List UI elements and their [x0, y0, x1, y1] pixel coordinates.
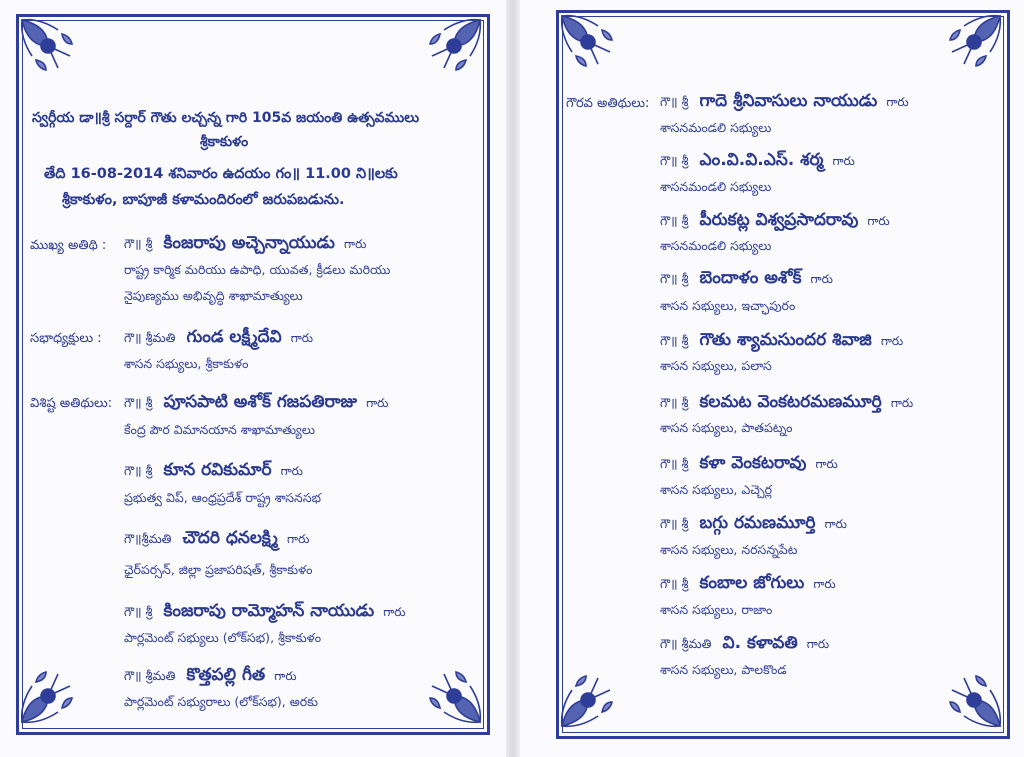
- guest-entry: [124, 327, 313, 351]
- guest-description: నైపుణ్యము అభివృద్ధి శాఖామాత్యులు: [124, 288, 303, 303]
- guest-suffix: గారు: [806, 637, 830, 651]
- honorific: గౌ॥ శ్రీ: [124, 236, 153, 251]
- floral-corner-icon: [942, 668, 1004, 730]
- guest-name: పూసపాటి అశోక్ గజపతిరాజు: [163, 392, 357, 412]
- guest-name: చౌదరి ధనలక్ష్మి: [182, 528, 278, 548]
- guest-description: ఛైర్‌పర్సన్, జిల్లా ప్రజాపరిషత్, శ్రీకాకుళం: [124, 562, 313, 577]
- guest-suffix: గారు: [344, 237, 367, 251]
- floral-corner-icon: [422, 16, 484, 78]
- guest-name: వి. కళావతి: [722, 633, 798, 653]
- event-city: శ్రీకాకుళం: [200, 134, 249, 150]
- guest-name: కలమట వెంకటరమణమూర్తి: [699, 392, 882, 412]
- honorific: గౌ॥ శ్రీ: [660, 516, 689, 531]
- honorific: గౌ॥ శ్రీమతి: [660, 636, 712, 651]
- honorific: గౌ॥ శ్రీ: [124, 463, 153, 478]
- guest-suffix: గారు: [815, 457, 838, 471]
- guest-suffix: గారు: [890, 396, 914, 410]
- guest-description: రాష్ట్ర కార్మిక మరియు ఉపాధి, యువత, క్రీడలు మరియు: [124, 262, 391, 277]
- guest-description: శాసన సభ్యులు, పలాస: [660, 358, 772, 373]
- honorific: గౌ॥ శ్రీ: [660, 576, 689, 591]
- guest-name: కింజరాపు రామ్మోహన్ నాయుడు: [163, 601, 375, 621]
- guest-entry: [660, 91, 909, 115]
- floral-corner-icon: [18, 16, 80, 78]
- guest-description: శాసన సభ్యులు, ఎచ్చెర్ల: [660, 482, 773, 497]
- guest-entry: [124, 460, 303, 484]
- honorific: గౌ॥ శ్రీ: [660, 395, 689, 410]
- guest-description: పార్లమెంట్ సభ్యురాలు (లోక్‌సభ), అరకు: [124, 694, 318, 709]
- guest-entry: [660, 633, 829, 657]
- honorific: గౌ॥ శ్రీ: [660, 153, 689, 168]
- honorific: గౌ॥శ్రీమతి: [124, 531, 172, 546]
- honorific: గౌ॥ శ్రీ: [660, 456, 689, 471]
- floral-corner-icon: [422, 664, 484, 726]
- guest-entry: [124, 392, 388, 416]
- guest-suffix: గారు: [832, 154, 855, 168]
- guest-description: శాసనమండలి సభ్యులు: [660, 238, 772, 253]
- guest-description: శాసన సభ్యులు, నరసన్నపేట: [660, 542, 798, 557]
- guest-entry: [124, 601, 406, 625]
- event-venue: శ్రీకాకుళం, బాపూజీ కళామందిరంలో జరుపబడును.: [62, 192, 345, 208]
- guest-entry: [124, 233, 366, 257]
- guest-entry: [660, 573, 836, 597]
- guest-name: గాదె శ్రీనివాసులు నాయుడు: [699, 91, 878, 111]
- president-label: సభాధ్యక్షులు :: [30, 331, 102, 346]
- guest-name: గౌతు శ్యామసుందర శివాజి: [699, 330, 872, 350]
- guest-suffix: గారు: [824, 517, 847, 531]
- floral-corner-icon: [942, 12, 1004, 74]
- guest-suffix: గారు: [280, 464, 303, 478]
- special-guests-label: విశిష్ట అతిథులు:: [30, 396, 113, 411]
- honorific: గౌ॥ శ్రీ: [660, 333, 689, 348]
- guest-name: బగ్గు రమణమూర్తి: [699, 513, 816, 533]
- guest-name: ఎం.వి.వి.ఎస్. శర్మ: [699, 150, 824, 170]
- right-border-inner: [562, 16, 1004, 733]
- guest-description: కేంద్ర పౌర విమానయాన శాఖామాత్యులు: [124, 422, 315, 437]
- guest-entry: [660, 210, 890, 234]
- guest-entry: [660, 453, 838, 477]
- guest-description: ప్రభుత్వ విప్, ఆంధ్రప్రదేశ్ రాష్ట్ర శాసనసభ: [124, 490, 321, 505]
- guest-entry: [660, 268, 833, 292]
- honorific: గౌ॥ శ్రీ: [660, 213, 689, 228]
- event-date-time: తేది 16-08-2014 శనివారం ఉదయం గం॥ 11.00 ని॥లకు: [44, 166, 398, 182]
- guest-name: బెందాళం అశోక్: [699, 268, 802, 288]
- guest-description: పార్లమెంట్ సభ్యులు (లోక్‌సభ), శ్రీకాకుళం: [124, 630, 322, 645]
- guest-suffix: గారు: [886, 95, 909, 109]
- guest-suffix: గారు: [290, 331, 314, 345]
- guest-entry: [660, 150, 855, 174]
- guest-description: శాసన సభ్యులు, పాతపట్నం: [660, 420, 793, 435]
- guest-entry: [660, 513, 847, 537]
- guest-name: పీరుకట్ల విశ్వప్రసాదరావు: [699, 210, 859, 230]
- guest-name: కూన రవికుమార్: [163, 460, 272, 480]
- guest-name: కొత్తపల్లి గీత: [186, 665, 266, 685]
- guest-suffix: గారు: [366, 396, 389, 410]
- guest-entry: [124, 665, 297, 689]
- guest-suffix: గారు: [880, 334, 904, 348]
- guest-name: కింజరాపు అచ్చెన్నాయుడు: [163, 233, 335, 253]
- guest-suffix: గారు: [813, 577, 836, 591]
- page-fold: [506, 0, 520, 757]
- guest-name: గుండ లక్ష్మీదేవి: [186, 327, 282, 347]
- guest-description: శాసనమండలి సభ్యులు: [660, 179, 772, 194]
- guest-entry: [660, 392, 913, 416]
- honorific: గౌ॥ శ్రీమతి: [124, 330, 176, 345]
- chief-guest-label: ముఖ్య అతిథి :: [30, 238, 107, 253]
- floral-corner-icon: [558, 12, 620, 74]
- guest-description: శాసనమండలి సభ్యులు: [660, 120, 772, 135]
- event-title: స్వర్గీయ డా॥శ్రీ సర్దార్ గౌతు లచ్చన్న గారి 105వ జయంతి ఉత్సవములు: [32, 110, 420, 126]
- honorific: గౌ॥ శ్రీ: [124, 395, 153, 410]
- guest-suffix: గారు: [287, 532, 310, 546]
- honorific: గౌ॥ శ్రీమతి: [124, 668, 176, 683]
- guest-suffix: గారు: [867, 214, 890, 228]
- guest-suffix: గారు: [383, 605, 406, 619]
- floral-corner-icon: [18, 664, 80, 726]
- guest-entry: [660, 330, 903, 354]
- guest-name: కంబాల జోగులు: [699, 573, 805, 593]
- honorific: గౌ॥ శ్రీ: [124, 604, 153, 619]
- guest-entry: [124, 528, 309, 552]
- floral-corner-icon: [558, 668, 620, 730]
- honored-guests-label: గౌరవ అతిథులు:: [566, 96, 650, 111]
- honorific: గౌ॥ శ్రీ: [660, 94, 689, 109]
- guest-description: శాసన సభ్యులు, ఇచ్ఛాపురం: [660, 298, 796, 313]
- guest-suffix: గారు: [810, 272, 833, 286]
- guest-name: కళా వెంకటరావు: [699, 453, 807, 473]
- guest-suffix: గారు: [274, 669, 297, 683]
- guest-description: శాసన సభ్యులు, పాలకొండ: [660, 662, 787, 677]
- guest-description: శాసన సభ్యులు, శ్రీకాకుళం: [124, 356, 249, 371]
- guest-description: శాసన సభ్యులు, రాజాం: [660, 602, 773, 617]
- honorific: గౌ॥ శ్రీ: [660, 271, 689, 286]
